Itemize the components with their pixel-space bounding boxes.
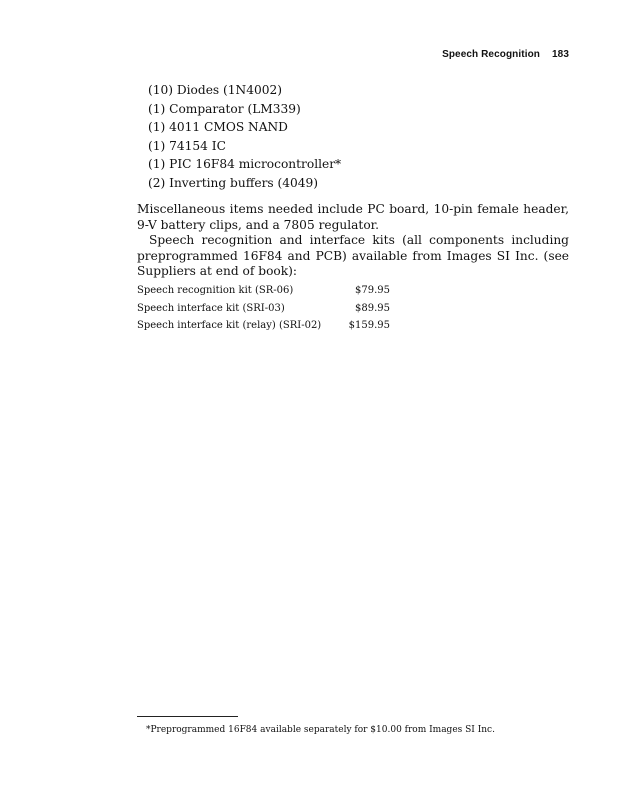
kit-name: Speech interface kit (relay) (SRI-02) [137,320,322,332]
parts-list-item: (2) Inverting buffers (4049) [148,175,319,190]
footnote: *Preprogrammed 16F84 available separately for $10.00 from Images SI Inc. [146,725,495,735]
parts-list [148,81,341,193]
kit-name: Speech recognition kit (SR-06) [137,285,294,297]
kit-price: $159.95 [348,320,390,332]
table-row [137,317,390,335]
kit-price: $79.95 [355,285,390,297]
kit-price: $89.95 [355,302,390,314]
page-number: 183 [552,49,569,60]
table-row [137,300,390,318]
kit-name: Speech interface kit (SRI-03) [137,302,285,314]
misc-items-paragraph: Miscellaneous items needed include PC board, 10-pin female header, 9-V battery clips, and a 7805 regulator. [137,202,569,232]
running-title: Speech Recognition [442,49,540,60]
kit-price-table [137,282,390,335]
parts-list-item: (1) Comparator (LM339) [148,101,301,116]
table-row [137,282,390,300]
parts-list-item: (1) 74154 IC [148,138,226,153]
parts-list-item: (1) 4011 CMOS NAND [148,120,288,135]
footnote-rule [137,716,238,717]
running-header [442,49,569,60]
parts-list-item: (10) Diodes (1N4002) [148,83,282,97]
kits-paragraph: Speech recognition and interface kits (all components including preprogrammed 16F84 and PCB) available from Images SI Inc. (see Suppliers at end of book): [137,233,569,278]
parts-list-item: (1) PIC 16F84 microcontroller* [148,157,342,172]
